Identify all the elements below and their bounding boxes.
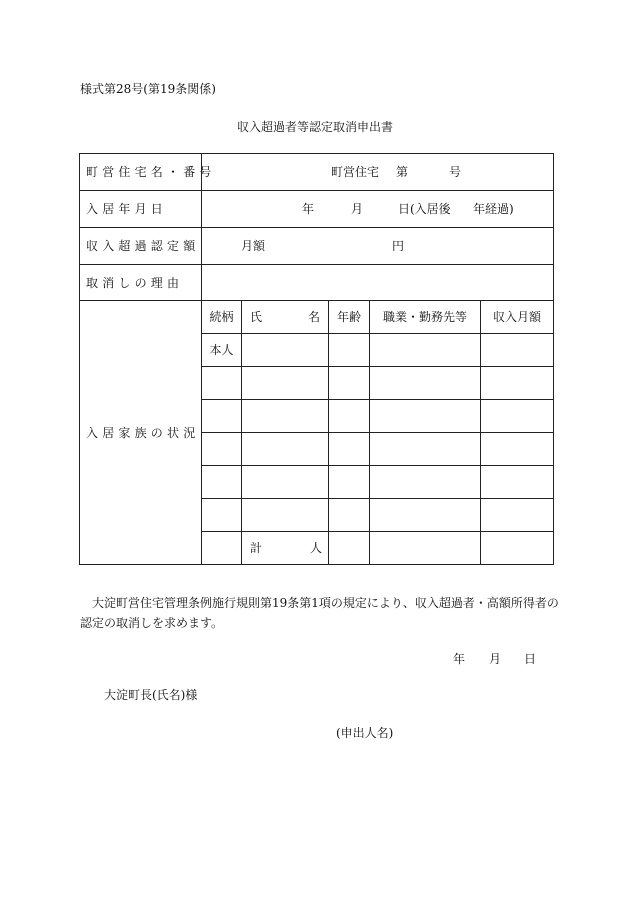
- family-age-cell[interactable]: [329, 433, 370, 466]
- income-label: 収入超過認定額: [80, 228, 202, 265]
- family-age-cell[interactable]: [329, 334, 370, 367]
- name-header-2: 名: [307, 310, 320, 324]
- statement-text: 大淀町営住宅管理条例施行規則第19条第1項の規定により、収入超過者・高額所得者の認定の取消しを求めます。: [80, 596, 559, 630]
- move-in-row: [80, 191, 554, 228]
- family-occupation-cell[interactable]: [370, 367, 481, 400]
- family-income-cell[interactable]: [481, 334, 554, 367]
- total-label-1: 計: [250, 541, 263, 555]
- family-occupation-cell[interactable]: [370, 433, 481, 466]
- move-in-value-cell[interactable]: [202, 191, 554, 228]
- family-income-cell[interactable]: [481, 466, 554, 499]
- family-relation-cell[interactable]: [202, 466, 242, 499]
- family-name-cell[interactable]: [242, 499, 329, 532]
- family-header-row: [80, 301, 554, 334]
- income-monthly: 月額: [241, 239, 266, 253]
- total-age-cell[interactable]: [329, 532, 370, 565]
- move-in-label: 入居年月日: [80, 191, 202, 228]
- family-label: 入居家族の状況: [80, 301, 202, 565]
- total-label-cell: [242, 532, 329, 565]
- occupation-header: 職業・勤務先等: [370, 301, 481, 334]
- application-table: [79, 153, 554, 565]
- name-header: [242, 301, 329, 334]
- reason-label: 取消しの理由: [80, 265, 202, 301]
- family-occupation-cell[interactable]: [370, 466, 481, 499]
- self-label: 本人: [202, 334, 242, 367]
- move-in-elapsed: 年経過): [473, 202, 514, 216]
- housing-value-go: 号: [449, 165, 462, 179]
- family-occupation-cell[interactable]: [370, 334, 481, 367]
- reason-row: [80, 265, 554, 301]
- family-relation-cell[interactable]: [202, 367, 242, 400]
- date-month: 月: [489, 652, 502, 666]
- total-income-cell[interactable]: [481, 532, 554, 565]
- age-header: 年齢: [329, 301, 370, 334]
- family-occupation-cell[interactable]: [370, 400, 481, 433]
- family-age-cell[interactable]: [329, 499, 370, 532]
- family-income-cell[interactable]: [481, 400, 554, 433]
- move-in-month: 月: [351, 202, 364, 216]
- family-age-cell[interactable]: [329, 466, 370, 499]
- family-age-cell[interactable]: [329, 400, 370, 433]
- housing-value-prefix: 町営住宅: [331, 165, 380, 179]
- family-income-cell[interactable]: [481, 433, 554, 466]
- family-name-cell[interactable]: [242, 367, 329, 400]
- income-row: [80, 228, 554, 265]
- family-occupation-cell[interactable]: [370, 499, 481, 532]
- total-occupation-cell[interactable]: [370, 532, 481, 565]
- applicant-label: (申出人名): [336, 726, 394, 740]
- monthly-income-header: 収入月額: [481, 301, 554, 334]
- family-income-cell[interactable]: [481, 499, 554, 532]
- total-relation-cell: [202, 532, 242, 565]
- name-header-1: 氏: [250, 310, 263, 324]
- income-value-cell[interactable]: [202, 228, 554, 265]
- move-in-year: 年: [302, 202, 315, 216]
- family-name-cell[interactable]: [242, 433, 329, 466]
- form-number: 様式第28号(第19条関係): [80, 82, 216, 96]
- move-in-day: 日(入居後: [398, 202, 451, 216]
- addressee: 大淀町長(氏名)様: [104, 688, 198, 702]
- family-relation-cell[interactable]: [202, 433, 242, 466]
- family-income-cell[interactable]: [481, 367, 554, 400]
- relation-header: 続柄: [202, 301, 242, 334]
- total-label-2: 人: [309, 541, 322, 555]
- housing-value-no: 第: [396, 165, 409, 179]
- date-year: 年: [453, 652, 466, 666]
- housing-value-cell[interactable]: [202, 154, 554, 191]
- income-yen: 円: [392, 239, 405, 253]
- date-day: 日: [524, 652, 537, 666]
- family-name-cell[interactable]: [242, 334, 329, 367]
- family-relation-cell[interactable]: [202, 400, 242, 433]
- housing-label: 町営住宅名・番号: [80, 154, 202, 191]
- document-title: 収入超過者等認定取消申出書: [236, 120, 393, 134]
- reason-value-cell[interactable]: [202, 265, 554, 301]
- housing-row: [80, 154, 554, 191]
- family-name-cell[interactable]: [242, 400, 329, 433]
- family-name-cell[interactable]: [242, 466, 329, 499]
- family-relation-cell[interactable]: [202, 499, 242, 532]
- family-age-cell[interactable]: [329, 367, 370, 400]
